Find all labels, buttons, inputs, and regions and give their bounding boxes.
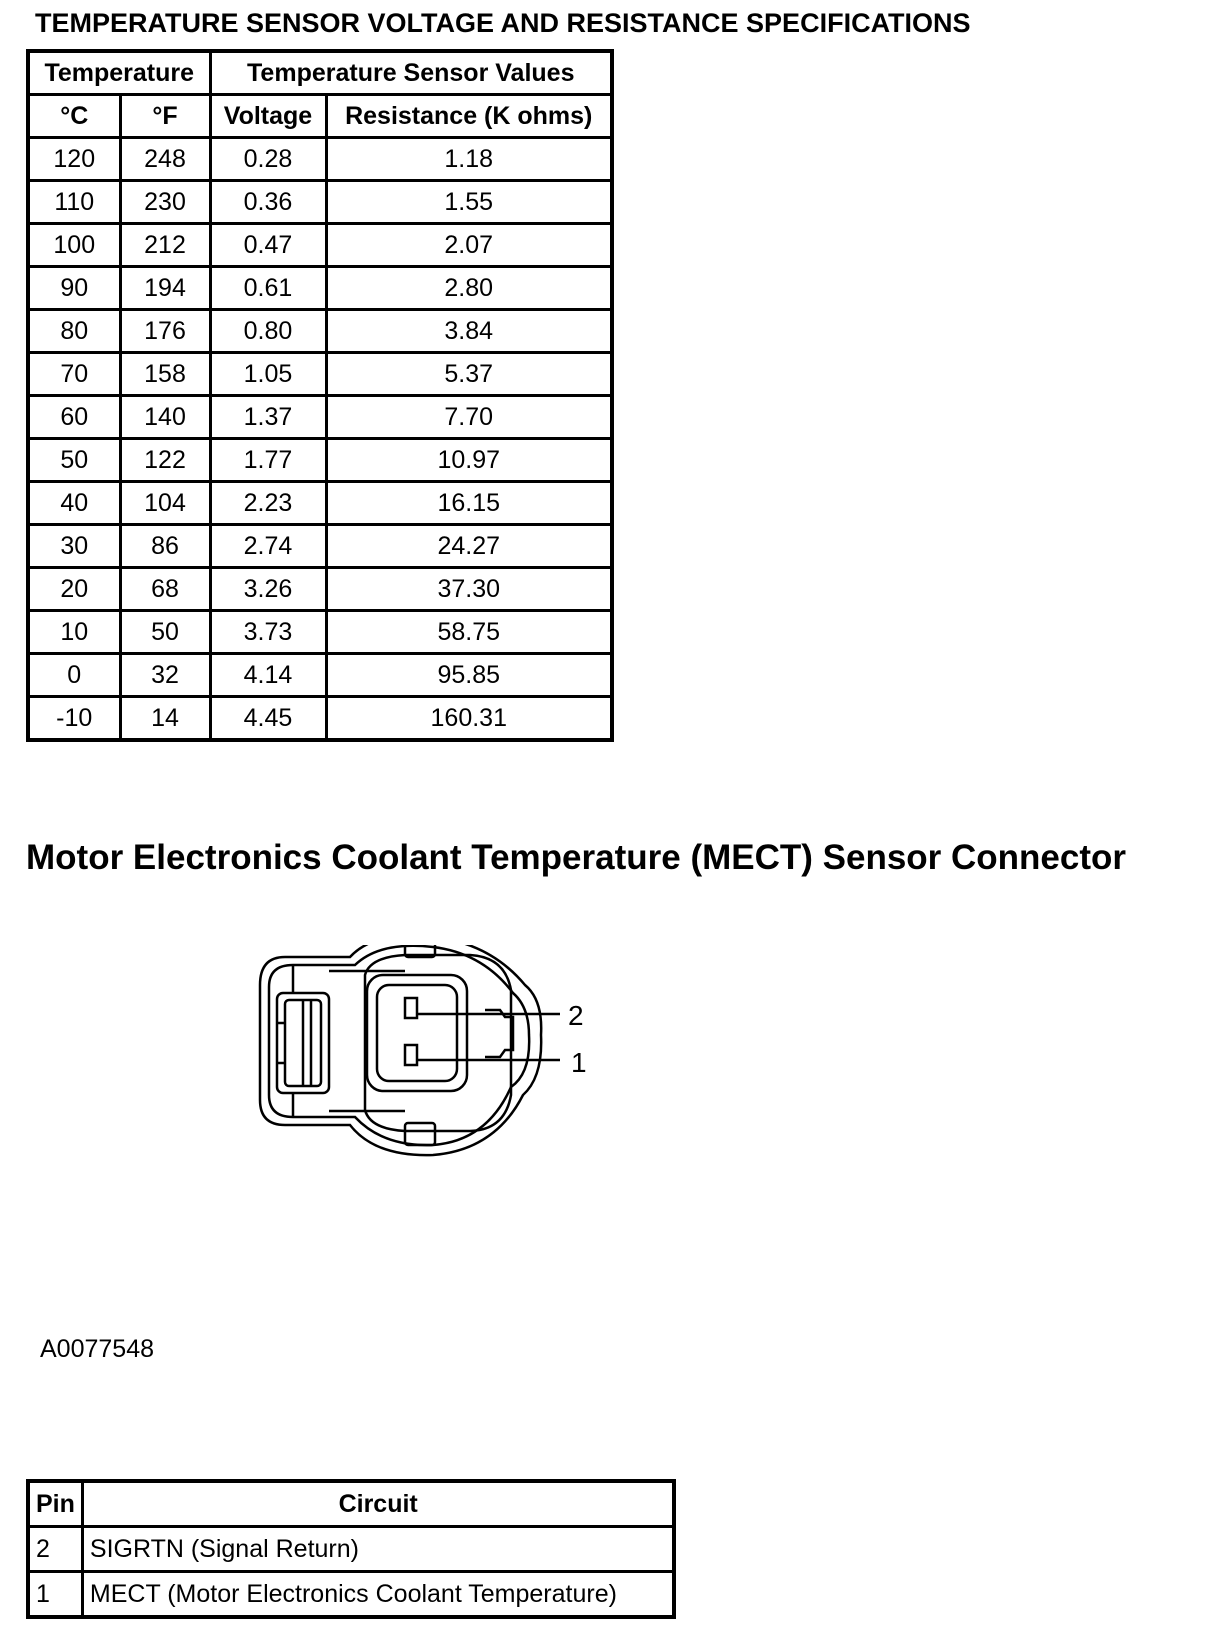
spec-table-row	[28, 525, 612, 568]
resistance-cell: 2.07	[326, 224, 612, 267]
spec-table-row	[28, 181, 612, 224]
voltage-cell: 1.77	[210, 439, 326, 482]
spec-table-row	[28, 224, 612, 267]
spec-table-row	[28, 697, 612, 741]
pin-table-header-row	[28, 1481, 674, 1527]
voltage-cell: 0.61	[210, 267, 326, 310]
resistance-cell: 5.37	[326, 353, 612, 396]
celsius-cell: -10	[28, 697, 120, 741]
fahrenheit-cell: 32	[120, 654, 210, 697]
celsius-cell: 50	[28, 439, 120, 482]
voltage-cell: 3.26	[210, 568, 326, 611]
resistance-cell: 7.70	[326, 396, 612, 439]
spec-table-row	[28, 396, 612, 439]
group-header-temperature: Temperature	[28, 51, 210, 95]
resistance-cell: 160.31	[326, 697, 612, 741]
connector-title: Motor Electronics Coolant Temperature (MECT) Sensor Connector	[26, 838, 1127, 877]
voltage-cell: 3.73	[210, 611, 326, 654]
voltage-cell: 0.80	[210, 310, 326, 353]
spec-title: TEMPERATURE SENSOR VOLTAGE AND RESISTANCE SPECIFICATIONS	[35, 8, 971, 38]
pin-number: 2	[28, 1527, 82, 1572]
celsius-cell: 10	[28, 611, 120, 654]
pin-table-row	[28, 1572, 674, 1618]
spec-table-row	[28, 353, 612, 396]
circuit-header: Circuit	[82, 1481, 674, 1527]
connector-drawing	[255, 945, 575, 1175]
resistance-cell: 1.18	[326, 138, 612, 181]
pin-label-1: 1	[571, 1047, 587, 1078]
voltage-cell: 2.23	[210, 482, 326, 525]
pin-number: 1	[28, 1572, 82, 1618]
group-header-sensor-values: Temperature Sensor Values	[210, 51, 612, 95]
resistance-cell: 24.27	[326, 525, 612, 568]
celsius-cell: 90	[28, 267, 120, 310]
fahrenheit-cell: 50	[120, 611, 210, 654]
spec-column-header-row	[28, 95, 612, 138]
fahrenheit-cell: 158	[120, 353, 210, 396]
figure-id: A0077548	[40, 1335, 155, 1363]
celsius-cell: 100	[28, 224, 120, 267]
spec-table-row	[28, 611, 612, 654]
resistance-cell: 2.80	[326, 267, 612, 310]
pin-2-terminal	[405, 998, 417, 1018]
resistance-cell: 95.85	[326, 654, 612, 697]
resistance-cell: 10.97	[326, 439, 612, 482]
spec-table-row	[28, 568, 612, 611]
spec-table-row	[28, 310, 612, 353]
resistance-cell: 16.15	[326, 482, 612, 525]
spec-table-row	[28, 482, 612, 525]
spec-table-row	[28, 654, 612, 697]
fahrenheit-cell: 176	[120, 310, 210, 353]
fahrenheit-cell: 68	[120, 568, 210, 611]
celsius-cell: 110	[28, 181, 120, 224]
connector-diagram	[255, 945, 575, 1180]
celsius-cell: 120	[28, 138, 120, 181]
resistance-cell: 3.84	[326, 310, 612, 353]
fahrenheit-cell: 248	[120, 138, 210, 181]
celsius-cell: 60	[28, 396, 120, 439]
celsius-cell: 30	[28, 525, 120, 568]
pin-1-terminal	[405, 1045, 417, 1065]
col-header-fahrenheit: °F	[120, 95, 210, 138]
voltage-cell: 4.45	[210, 697, 326, 741]
celsius-cell: 0	[28, 654, 120, 697]
fahrenheit-cell: 86	[120, 525, 210, 568]
col-header-celsius: °C	[28, 95, 120, 138]
pin-label-2: 2	[568, 1000, 584, 1031]
spec-group-header-row	[28, 51, 612, 95]
voltage-cell: 1.37	[210, 396, 326, 439]
voltage-cell: 0.36	[210, 181, 326, 224]
spec-table-row	[28, 439, 612, 482]
col-header-voltage: Voltage	[210, 95, 326, 138]
celsius-cell: 70	[28, 353, 120, 396]
voltage-cell: 1.05	[210, 353, 326, 396]
fahrenheit-cell: 14	[120, 697, 210, 741]
col-header-resistance: Resistance (K ohms)	[326, 95, 612, 138]
resistance-cell: 37.30	[326, 568, 612, 611]
celsius-cell: 20	[28, 568, 120, 611]
pin-table-row	[28, 1527, 674, 1572]
pin-circuit: MECT (Motor Electronics Coolant Temperature)	[82, 1572, 674, 1618]
pin-table	[26, 1479, 676, 1619]
fahrenheit-cell: 212	[120, 224, 210, 267]
fahrenheit-cell: 140	[120, 396, 210, 439]
voltage-cell: 0.47	[210, 224, 326, 267]
fahrenheit-cell: 122	[120, 439, 210, 482]
spec-table-row	[28, 138, 612, 181]
celsius-cell: 40	[28, 482, 120, 525]
resistance-cell: 58.75	[326, 611, 612, 654]
spec-table	[26, 49, 614, 742]
celsius-cell: 80	[28, 310, 120, 353]
fahrenheit-cell: 194	[120, 267, 210, 310]
resistance-cell: 1.55	[326, 181, 612, 224]
voltage-cell: 4.14	[210, 654, 326, 697]
pin-circuit: SIGRTN (Signal Return)	[82, 1527, 674, 1572]
pin-header: Pin	[28, 1481, 82, 1527]
fahrenheit-cell: 104	[120, 482, 210, 525]
voltage-cell: 2.74	[210, 525, 326, 568]
fahrenheit-cell: 230	[120, 181, 210, 224]
voltage-cell: 0.28	[210, 138, 326, 181]
spec-table-row	[28, 267, 612, 310]
